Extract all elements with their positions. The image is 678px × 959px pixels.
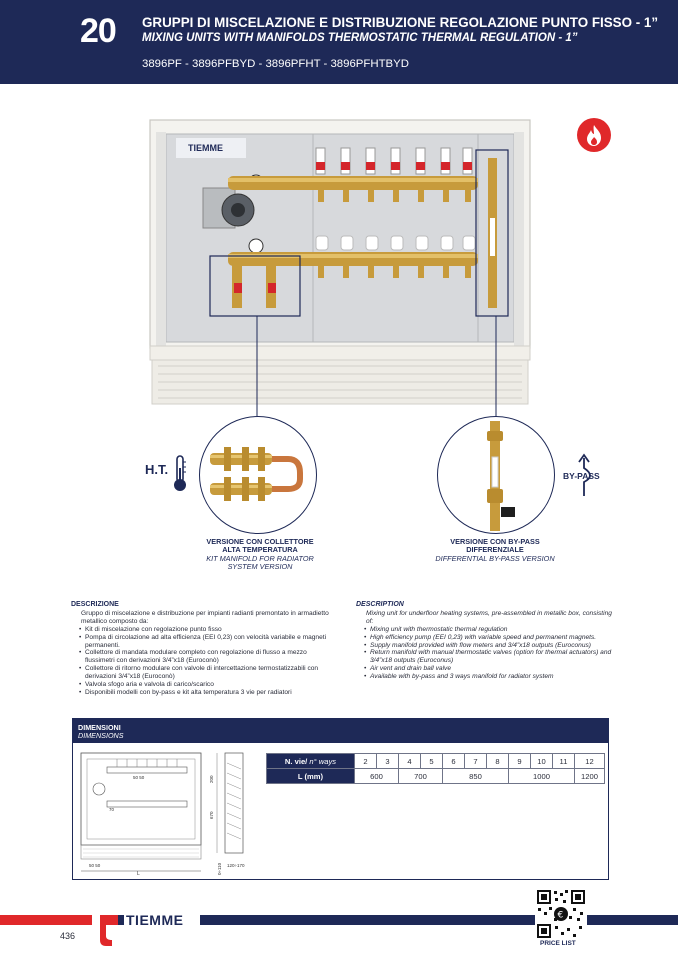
- caption-left-it-1: VERSIONE CON COLLETTORE: [206, 537, 314, 546]
- dimensions-heading-en: DIMENSIONS: [78, 731, 124, 740]
- description-list-en: [356, 626, 621, 681]
- product-codes: 3896PF - 3896PFBYD - 3896PFHT - 3896PFHTBYD: [142, 58, 409, 70]
- high-temperature-badge: [142, 454, 192, 494]
- dimension-drawing: [77, 749, 263, 877]
- ht-label: H.T.: [145, 462, 169, 477]
- dim-label-d1: 50 50: [133, 775, 145, 780]
- caption-left-en-2: SYSTEM VERSION: [227, 562, 293, 572]
- list-item: • Collettore di mandata modulare completo con regolazione di flusso a mezzo flussimetri con derivazioni 3/4”x18 (Euroconò): [85, 649, 336, 665]
- dimensions-heading-it: DIMENSIONI: [78, 723, 121, 732]
- list-item: • Mixing unit with thermostatic thermal regulation: [370, 626, 621, 634]
- list-item: • Collettore di ritorno modulare con valvole di intercettazione termostatizzabili con derivazioni 3/4”x18 (Euroconò): [85, 665, 336, 681]
- fire-icon: [577, 118, 611, 152]
- page-title-en: MIXING UNITS WITH MANIFOLDS THERMOSTATIC THERMAL REGULATION - 1”: [142, 32, 578, 44]
- description-intro-en: Mixing unit for underfloor heating systems, pre-assembled in metallic box, consisting of:: [366, 609, 612, 625]
- section-number: 20: [80, 12, 116, 50]
- description-english: [356, 601, 621, 681]
- list-item: • Pompa di circolazione ad alta efficienza (EEI 0,23) con velocità variabile e magneti permanenti.: [85, 634, 336, 650]
- list-item: • Air vent and drain ball valve: [370, 665, 621, 673]
- ways-header-en: n° ways: [307, 756, 337, 766]
- description-italian: [71, 601, 336, 697]
- length-cell: 1000: [509, 769, 575, 784]
- list-item: • Disponibili modelli con by-pass e kit alta temperatura 3 vie per radiatori: [85, 689, 336, 697]
- ways-cell: 12: [575, 754, 605, 769]
- caption-left-it-2: ALTA TEMPERATURA: [222, 545, 298, 555]
- dimensions-panel: [72, 718, 609, 880]
- table-row: [267, 754, 605, 769]
- description-heading-it: DESCRIZIONE: [71, 601, 119, 608]
- cabinet-logo: TIEMME: [188, 143, 223, 153]
- dim-label-d3: 50 50: [89, 863, 101, 868]
- kit-manifold-callout: [199, 416, 317, 534]
- length-cell: 1200: [575, 769, 605, 784]
- ways-cell: 4: [399, 754, 421, 769]
- bypass-callout: [437, 416, 555, 534]
- price-list-label: PRICE LIST: [540, 940, 576, 947]
- caption-left-en-1: KIT MANIFOLD FOR RADIATOR: [206, 553, 314, 563]
- caption-bypass: [420, 538, 570, 563]
- caption-kit-manifold: [185, 538, 335, 572]
- bypass-label: BY-PASS: [563, 471, 600, 481]
- caption-right-en-1: DIFFERENTIAL BY-PASS VERSION: [435, 553, 555, 563]
- ways-cell: 2: [355, 754, 377, 769]
- list-item: • Available with by-pass and 3 ways manifold for radiator system: [370, 673, 621, 681]
- dim-label-d5: 200: [209, 775, 214, 783]
- ways-cell: 8: [487, 754, 509, 769]
- table-row: [267, 769, 605, 784]
- dimensions-table: [266, 753, 605, 784]
- list-item: • Valvola sfogo aria e valvola di carico/scarico: [85, 681, 336, 689]
- list-item: • Supply manifold provided with flow meters and 3/4”x18 outputs (Euroconus): [370, 642, 621, 650]
- caption-right-it-2: DIFFERENZIALE: [466, 545, 524, 555]
- caption-right-it-1: VERSIONE CON BY-PASS: [450, 537, 540, 546]
- qr-code[interactable]: [535, 888, 587, 940]
- list-item: • High efficiency pump (EEI 0,23) with variable speed and permanent magnets.: [370, 634, 621, 642]
- length-cell: 600: [355, 769, 399, 784]
- ways-cell: 11: [553, 754, 575, 769]
- description-intro-it: Gruppo di miscelazione e distribuzione per impianti radianti premontato in armadietto metallico composto da:: [81, 609, 329, 625]
- ways-cell: 5: [421, 754, 443, 769]
- page-header: [0, 0, 678, 84]
- ways-cell: 6: [443, 754, 465, 769]
- ways-cell: 7: [465, 754, 487, 769]
- ways-cell: 10: [531, 754, 553, 769]
- dim-label-d7: 0÷110: [217, 862, 222, 875]
- ways-header: [267, 754, 355, 769]
- dimensions-header: [73, 719, 608, 743]
- page-title-it: GRUPPI DI MISCELAZIONE E DISTRIBUZIONE REGOLAZIONE PUNTO FISSO - 1”: [142, 15, 659, 30]
- description-heading-en: DESCRIPTION: [356, 601, 404, 608]
- length-cell: 700: [399, 769, 443, 784]
- bypass-badge: [560, 452, 606, 498]
- list-item: • Kit di miscelazione con regolazione punto fisso: [85, 626, 336, 634]
- length-cell: 850: [443, 769, 509, 784]
- thermometer-icon: [172, 454, 188, 494]
- ways-cell: 9: [509, 754, 531, 769]
- svg-text:€: €: [557, 910, 564, 921]
- list-item: • Return manifold with manual thermostatic valves (option for thermal actuators) and 3/4”x18 outputs (Euroconus): [370, 649, 621, 665]
- product-image: [148, 118, 532, 410]
- dim-label-d6: 670: [209, 811, 214, 819]
- dim-label-l: L: [137, 871, 140, 877]
- dim-label-d2: 70: [109, 807, 115, 812]
- page-number: 436: [60, 931, 76, 941]
- description-list-it: [71, 626, 336, 697]
- brand-logo: TIEMME: [126, 912, 184, 928]
- ways-header-it: N. vie/: [284, 756, 308, 766]
- dim-label-d8: 120÷170: [227, 863, 245, 868]
- ways-cell: 3: [377, 754, 399, 769]
- length-header: L (mm): [267, 769, 355, 784]
